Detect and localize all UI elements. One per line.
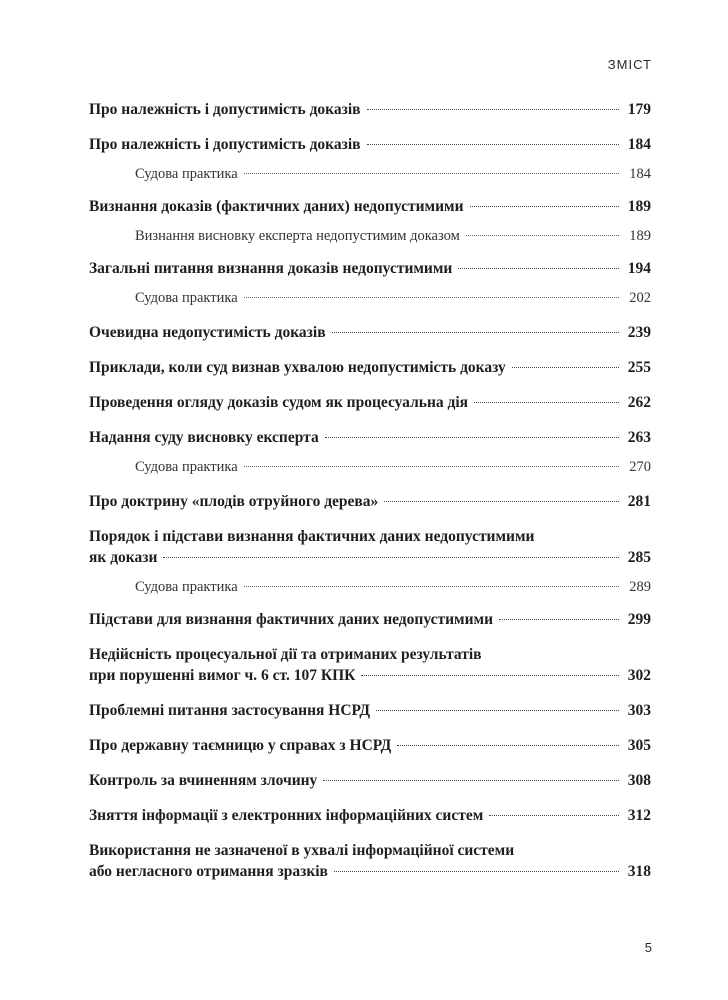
toc-subentry xyxy=(89,164,651,184)
toc-entry xyxy=(89,392,651,413)
toc-subentry xyxy=(89,577,651,597)
toc-subentry xyxy=(89,457,651,477)
dot-leader xyxy=(323,780,619,781)
dot-leader xyxy=(466,235,619,236)
toc-entry-title: Зняття інформації з електронних інформаційних систем xyxy=(89,807,484,824)
dot-leader xyxy=(332,332,619,333)
dot-leader xyxy=(325,437,619,438)
dot-leader xyxy=(334,871,619,872)
toc-entry-page: 312 xyxy=(627,807,651,824)
toc-entry xyxy=(89,700,651,721)
toc-entry-title: або негласного отримання зразків xyxy=(89,863,328,880)
toc-entry-title-line: Недійсність процесуальної дії та отриманих результатів xyxy=(89,646,482,663)
toc-entry-page: 285 xyxy=(627,549,651,566)
toc-entry-title: Про доктрину «плодів отруйного дерева» xyxy=(89,493,379,510)
toc-entry-page: 239 xyxy=(627,324,651,341)
toc-entry xyxy=(89,491,651,512)
toc-entry-page: 305 xyxy=(627,737,651,754)
toc-entry-page: 289 xyxy=(629,579,651,595)
dot-leader xyxy=(244,297,619,298)
toc-entry-page: 308 xyxy=(627,772,651,789)
toc-entry-page: 179 xyxy=(627,101,651,118)
toc-entry-page: 202 xyxy=(629,290,651,306)
toc-entry xyxy=(89,805,651,826)
toc-entry-page: 255 xyxy=(627,359,651,376)
toc-entry-title: Проблемні питання застосування НСРД xyxy=(89,702,370,719)
toc-entry xyxy=(89,770,651,791)
toc-entry-title: Про належність і допустимість доказів xyxy=(89,101,361,118)
toc-entry-title-line: Використання не зазначеної в ухвалі інформаційної системи xyxy=(89,842,515,859)
toc-entry-title: Приклади, коли суд визнав ухвалою недопустимість доказу xyxy=(89,359,506,376)
toc-entry-page: 318 xyxy=(627,863,651,880)
toc-entry-page: 302 xyxy=(627,667,651,684)
toc-entry-page: 303 xyxy=(627,702,651,719)
dot-leader xyxy=(489,815,619,816)
toc-entry-page: 262 xyxy=(627,394,651,411)
page-number: 5 xyxy=(644,940,652,955)
toc-entry-title: Загальні питання визнання доказів недопустимими xyxy=(89,260,453,277)
toc-entry xyxy=(89,196,651,217)
toc-entry xyxy=(89,134,651,155)
toc-subentry xyxy=(89,288,651,308)
toc-entry-page: 189 xyxy=(627,198,651,215)
dot-leader xyxy=(384,501,619,502)
toc-entry-page: 184 xyxy=(627,136,651,153)
toc-entry-page: 189 xyxy=(629,228,651,244)
dot-leader xyxy=(499,619,619,620)
toc-entry-page: 299 xyxy=(627,611,651,628)
toc-entry xyxy=(89,322,651,343)
toc-entry-title: Судова практика xyxy=(135,579,238,595)
toc-entry-title: Підстави для визнання фактичних даних недопустимими xyxy=(89,611,493,628)
toc-entry-title: як докази xyxy=(89,549,158,566)
toc-entry-title: Про державну таємницю у справах з НСРД xyxy=(89,737,392,754)
toc-entry-title: Контроль за вчиненням злочину xyxy=(89,772,318,789)
dot-leader xyxy=(470,206,620,207)
dot-leader xyxy=(512,367,619,368)
toc-entry-title: Судова практика xyxy=(135,166,238,182)
toc-entry-title: Судова практика xyxy=(135,459,238,475)
dot-leader xyxy=(367,144,619,145)
toc-entry-title: Судова практика xyxy=(135,290,238,306)
dot-leader xyxy=(474,402,619,403)
toc-entry xyxy=(89,609,651,630)
toc-entry-page: 184 xyxy=(629,166,651,182)
toc-entry-page: 263 xyxy=(627,429,651,446)
toc-entry-title: Проведення огляду доказів судом як процесуальна дія xyxy=(89,394,469,411)
dot-leader xyxy=(376,710,619,711)
dot-leader xyxy=(361,675,619,676)
dot-leader xyxy=(367,109,619,110)
dot-leader xyxy=(244,466,619,467)
toc-entry-page: 194 xyxy=(627,260,651,277)
toc-entry-page: 270 xyxy=(629,459,651,475)
toc-entry-title-line: Порядок і підстави визнання фактичних даних недопустимими xyxy=(89,528,535,545)
toc-entry xyxy=(89,427,651,448)
toc-entry xyxy=(89,840,651,882)
toc-entry xyxy=(89,258,651,279)
dot-leader xyxy=(244,586,619,587)
section-header: ЗМІСТ xyxy=(607,57,652,72)
toc-entry-page: 281 xyxy=(627,493,651,510)
dot-leader xyxy=(244,173,619,174)
toc-entry-title: при порушенні вимог ч. 6 ст. 107 КПК xyxy=(89,667,356,684)
dot-leader xyxy=(458,268,619,269)
toc-entry-title: Визнання висновку експерта недопустимим доказом xyxy=(135,228,460,244)
dot-leader xyxy=(397,745,619,746)
table-of-contents xyxy=(89,99,651,882)
toc-entry xyxy=(89,357,651,378)
toc-subentry xyxy=(89,226,651,246)
toc-entry-title: Про належність і допустимість доказів xyxy=(89,136,361,153)
toc-entry xyxy=(89,644,651,686)
toc-entry-title: Очевидна недопустимість доказів xyxy=(89,324,326,341)
toc-entry xyxy=(89,99,651,120)
toc-entry-title: Надання суду висновку експерта xyxy=(89,429,319,446)
toc-entry xyxy=(89,735,651,756)
toc-entry-title: Визнання доказів (фактичних даних) недопустимими xyxy=(89,198,464,215)
dot-leader xyxy=(163,557,619,558)
toc-entry xyxy=(89,526,651,568)
